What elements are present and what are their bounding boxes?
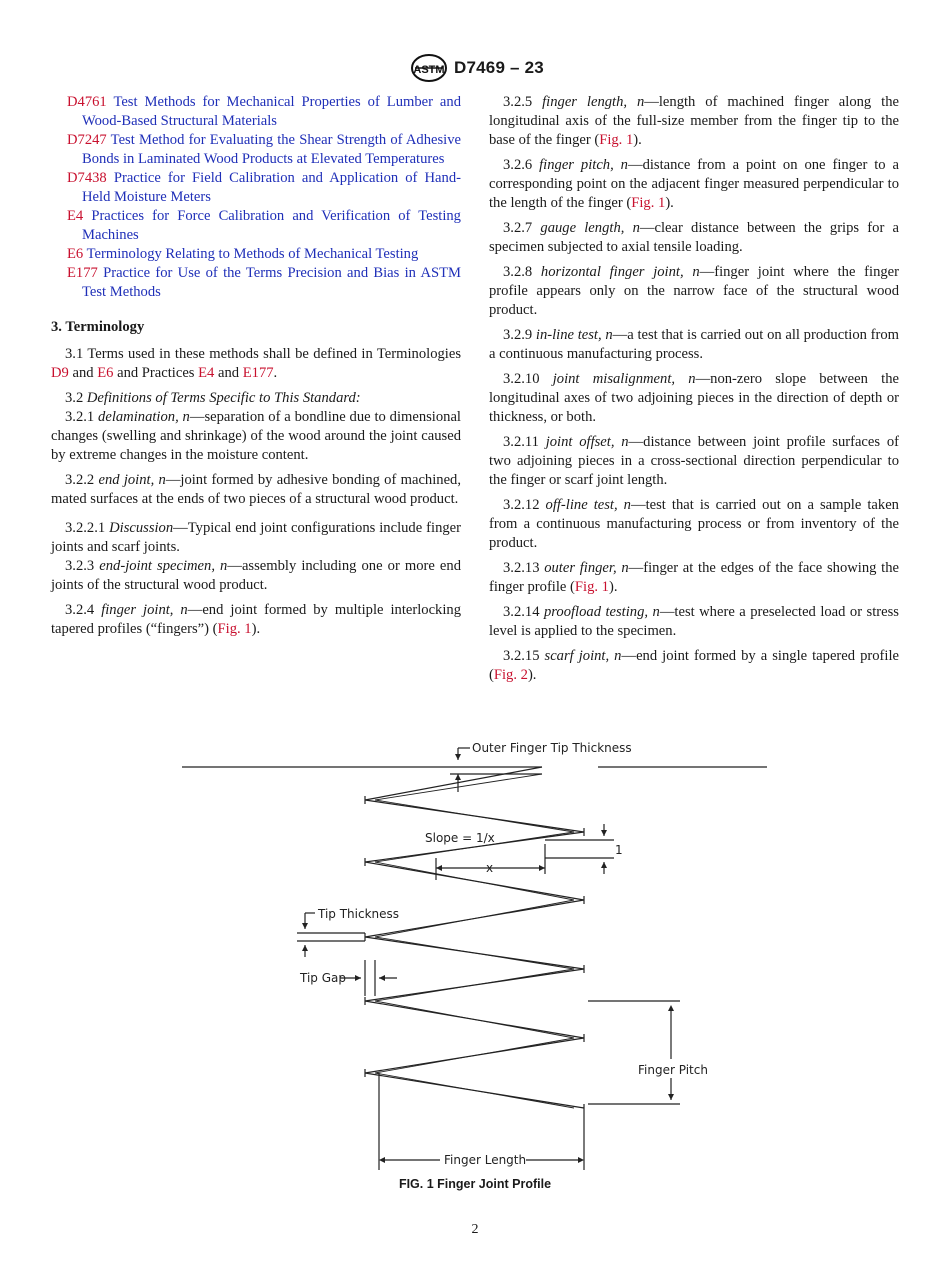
definition-3-2-14: 3.2.14 proofload testing, n—test where a preselected load or stress level is applied to the specimen. <box>489 604 899 639</box>
reference-code-link[interactable]: E4 <box>67 208 84 224</box>
figure-caption: FIG. 1 Finger Joint Profile <box>398 1177 552 1191</box>
reference-title-link[interactable]: Test Methods for Mechanical Properties of Lumber and Wood-Based Structural Materials <box>82 94 462 129</box>
definition-3-2-11: 3.2.11 joint offset, n—distance between joint profile surfaces of two adjoining pieces in a cross-sectional direction perpendicular to the finger or scarf joint length. <box>489 434 899 488</box>
definition-3-2-2: 3.2.2 end joint, n—joint formed by adhesive bonding of machined, mated surfaces at the ends of two pieces of a structural wood product. <box>51 472 461 507</box>
reference-code-link[interactable]: E6 <box>67 246 84 262</box>
label-finger-length: Finger Length <box>444 1153 527 1167</box>
fig-link[interactable]: Fig. 1 <box>217 621 252 637</box>
definition-3-2-1: 3.2.1 delamination, n—separation of a bondline due to dimensional changes (swelling and shrinkage) of the wood around the joint caused by extreme changes in the moisture content. <box>51 409 461 463</box>
definition-3-2-10: 3.2.10 joint misalignment, n—non-zero slope between the longitudinal axes of two adjoining pieces in the direction of depth or thickness, or both. <box>489 371 899 425</box>
reference-code-link[interactable]: E177 <box>67 265 98 281</box>
definition-3-2-12: 3.2.12 off-line test, n—test that is carried out on a sample taken from a continuous manufacturing process or from inventory of the product. <box>489 497 899 551</box>
definition-3-2-8: 3.2.8 horizontal finger joint, n—finger joint where the finger profile appears only on the narrow face of the structural wood product. <box>489 264 899 318</box>
reference-code-link[interactable]: D7438 <box>67 170 107 186</box>
definition-3-2-4: 3.2.4 finger joint, n—end joint formed by multiple interlocking tapered profiles (“fingers”) (Fig. 1). <box>51 602 461 637</box>
reference-item <box>51 245 461 264</box>
svg-text:ASTM: ASTM <box>413 64 445 76</box>
paragraph-3-2: 3.2 Definitions of Terms Specific to This Standard: <box>65 390 361 406</box>
label-tip-gap: Tip Gap <box>300 971 346 985</box>
ref-link-e177[interactable]: E177 <box>242 365 274 381</box>
reference-list <box>51 93 461 302</box>
definition-3-2-6: 3.2.6 finger pitch, n—distance from a point on one finger to a corresponding point on the adjacent finger measured perpendicular to the length of the finger (Fig. 1). <box>489 157 899 211</box>
reference-item <box>51 93 461 131</box>
reference-title-link[interactable]: Practice for Field Calibration and Application of Hand-Held Moisture Meters <box>82 170 461 205</box>
finger-joint-diagram <box>160 728 790 1178</box>
fig-link[interactable]: Fig. 1 <box>574 579 609 595</box>
reference-item <box>51 131 461 169</box>
reference-title-link[interactable]: Test Method for Evaluating the Shear Strength of Adhesive Bonds in Laminated Wood Products at Elevated Temperatures <box>82 132 461 167</box>
definition-3-2-5: 3.2.5 finger length, n—length of machined finger along the longitudinal axis of the full-size member from the finger tip to the base of the finger (Fig. 1). <box>489 94 899 148</box>
definition-3-2-3: 3.2.3 end-joint specimen, n—assembly including one or more end joints of the structural wood product. <box>51 558 462 593</box>
astm-logo-icon <box>409 53 449 83</box>
label-outer-finger-tip-thickness: Outer Finger Tip Thickness <box>472 741 632 755</box>
ref-link-e6[interactable]: E6 <box>97 365 114 381</box>
reference-code-link[interactable]: D4761 <box>67 94 107 110</box>
label-slope: Slope = 1/x <box>425 831 495 845</box>
reference-item <box>51 169 461 207</box>
fig-link[interactable]: Fig. 2 <box>493 667 528 683</box>
left-column <box>51 93 461 645</box>
definition-3-2-15: 3.2.15 scarf joint, n—end joint formed by a single tapered profile (Fig. 2). <box>489 648 899 683</box>
ref-link-e4[interactable]: E4 <box>198 365 215 381</box>
definition-3-2-9: 3.2.9 in-line test, n—a test that is carried out on all production from a continuous manufacturing process. <box>489 327 899 362</box>
ref-link-d9[interactable]: D9 <box>51 365 69 381</box>
reference-title-link[interactable]: Practice for Use of the Terms Precision and Bias in ASTM Test Methods <box>82 265 461 300</box>
label-finger-pitch: Finger Pitch <box>638 1063 708 1077</box>
fig-link[interactable]: Fig. 1 <box>631 195 666 211</box>
paragraph-3-1: 3.1 Terms used in these methods shall be defined in Terminologies D9 and E6 and Practices E4 and E177. <box>51 346 461 381</box>
document-id: D7469 – 23 <box>454 58 544 77</box>
label-x: x <box>486 861 494 875</box>
page-header <box>0 53 950 83</box>
figure-finger-joint-profile <box>160 728 790 1178</box>
reference-title-link[interactable]: Terminology Relating to Methods of Mechanical Testing <box>86 246 419 262</box>
label-one: 1 <box>615 843 623 857</box>
definition-3-2-2-1: 3.2.2.1 Discussion—Typical end joint configurations include finger joints and scarf joints. <box>51 520 461 555</box>
page-number: 2 <box>471 1222 479 1237</box>
reference-code-link[interactable]: D7247 <box>67 132 107 148</box>
reference-item <box>51 207 461 245</box>
label-tip-thickness: Tip Thickness <box>318 907 400 921</box>
fig-link[interactable]: Fig. 1 <box>599 132 634 148</box>
section-heading: 3. Terminology <box>51 319 145 335</box>
definition-3-2-13: 3.2.13 outer finger, n—finger at the edges of the face showing the finger profile (Fig. 1). <box>489 560 899 595</box>
right-column <box>489 93 899 691</box>
definition-3-2-7: 3.2.7 gauge length, n—clear distance between the grips for a specimen subjected to axial tensile loading. <box>489 220 899 255</box>
reference-item <box>51 264 461 302</box>
reference-title-link[interactable]: Practices for Force Calibration and Verification of Testing Machines <box>82 208 461 243</box>
